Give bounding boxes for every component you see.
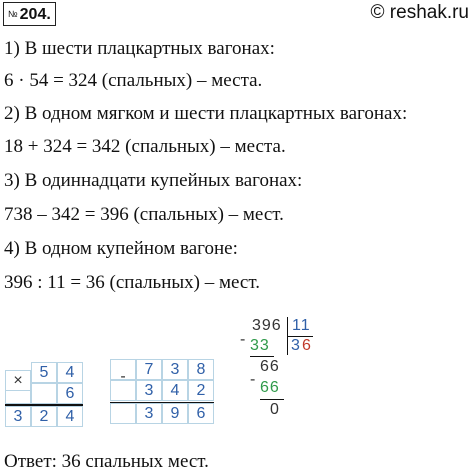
task-number: № 204.	[3, 2, 56, 26]
mult-digit: 4	[57, 362, 83, 383]
sub-result-digit: 3	[136, 403, 162, 424]
mult-sign: ×	[5, 370, 31, 391]
step-2-equation: 18 + 324 = 342 (спальных) – места.	[4, 136, 286, 157]
mult-digit: 6	[57, 383, 83, 404]
step-1-equation: 6 · 54 = 324 (спальных) – места.	[4, 70, 263, 91]
div-quotient-ones: 6	[302, 337, 311, 354]
sub-cell	[110, 380, 136, 401]
mult-result-digit: 4	[57, 406, 83, 427]
sub-digit: 2	[188, 380, 214, 401]
sub-digit: 4	[162, 380, 188, 401]
sub-sign: -	[120, 368, 126, 385]
answer-line: Ответ: 36 спальных мест.	[4, 451, 209, 472]
mult-cell	[31, 383, 57, 404]
div-step1-sub: 33	[250, 337, 270, 354]
step-3-equation: 738 – 342 = 396 (спальных) – мест.	[4, 204, 284, 225]
step-2-title: 2) В одном мягком и шести плацкартных вагонах:	[4, 103, 408, 124]
div-remainder: 0	[270, 401, 279, 418]
div-quotient-tens: 3	[291, 337, 300, 354]
step-1-title: 1) В шести плацкартных вагонах:	[4, 38, 275, 59]
mult-cell	[5, 383, 31, 404]
div-minus: -	[240, 331, 246, 348]
div-step2-sub: 66	[260, 379, 280, 396]
sub-result-rule	[110, 402, 214, 403]
div-step1-rule	[250, 356, 274, 357]
sub-cell	[110, 403, 136, 424]
mult-result-digit: 3	[5, 406, 31, 427]
site-watermark: © reshak.ru	[370, 2, 469, 23]
step-4-equation: 396 : 11 = 36 (спальных) – мест.	[4, 272, 260, 293]
div-step1-rem: 66	[260, 358, 280, 375]
div-step2-rule	[260, 399, 284, 400]
mult-result-rule	[5, 404, 83, 406]
div-minus-2: -	[250, 371, 256, 388]
sub-result-digit: 9	[162, 403, 188, 424]
sub-cell	[110, 359, 136, 380]
sub-digit: 8	[188, 359, 214, 380]
step-3-title: 3) В одиннадцати купейных вагонах:	[4, 170, 303, 191]
div-dividend: 396	[252, 317, 282, 334]
sub-digit: 3	[136, 380, 162, 401]
sub-digit: 3	[162, 359, 188, 380]
long-division	[240, 315, 320, 445]
mult-result-digit: 2	[31, 406, 57, 427]
sub-result-digit: 6	[188, 403, 214, 424]
sub-digit: 7	[136, 359, 162, 380]
step-4-title: 4) В одном купейном вагоне:	[4, 238, 238, 259]
mult-digit: 5	[31, 362, 57, 383]
div-divisor: 11	[292, 317, 311, 334]
